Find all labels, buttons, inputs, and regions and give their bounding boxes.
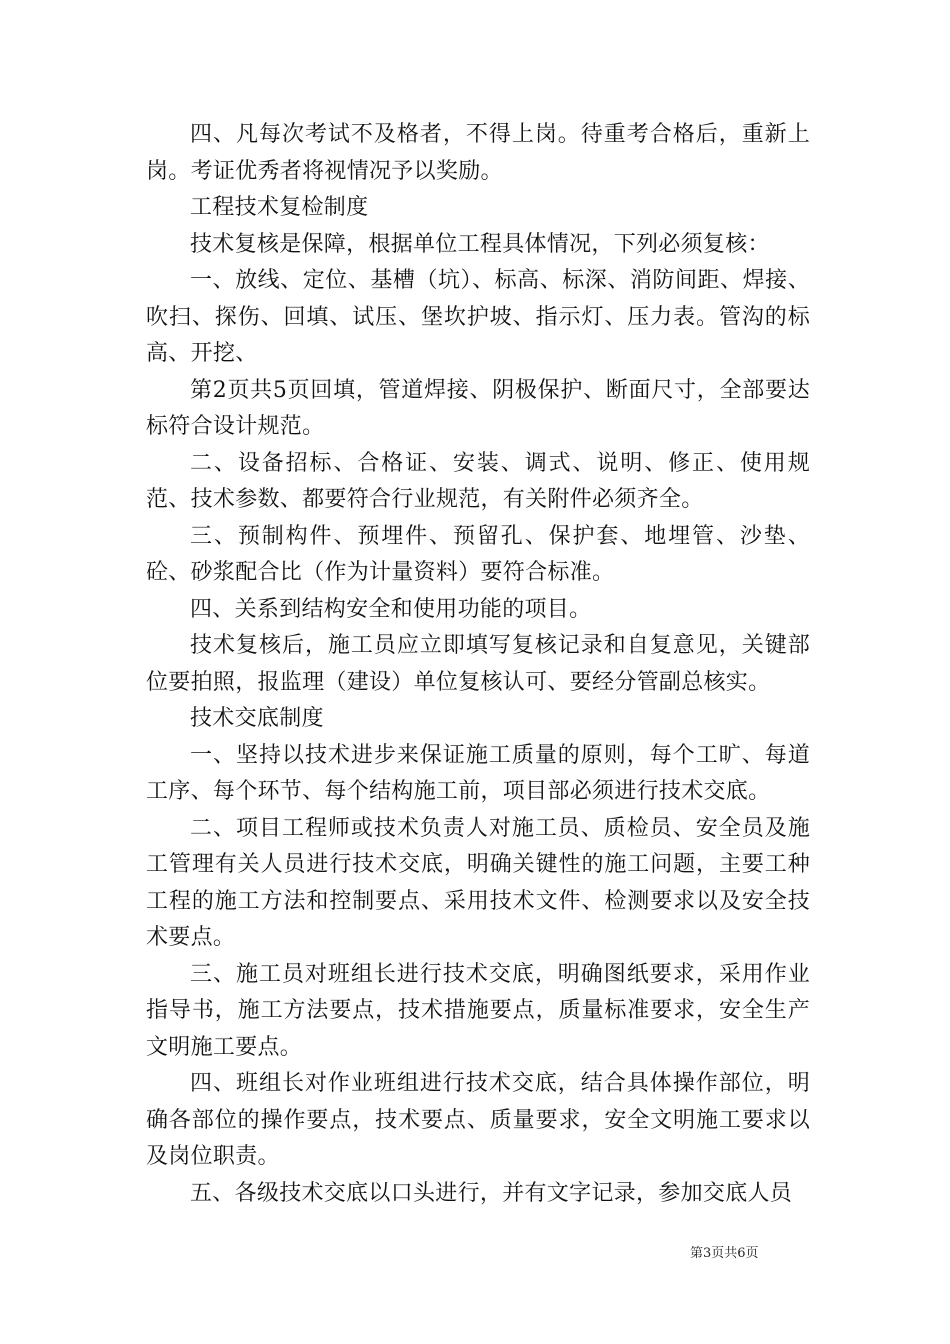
paragraph-recheck-item-4: 四、关系到结构安全和使用功能的项目。 [190,596,592,622]
page-number-footer: 第3页共6页 [690,1246,759,1261]
paragraph-recheck-intro: 技术复核是保障，根据单位工程具体情况，下列必须复核： [190,231,770,257]
paragraph-recheck-item-2: 二、设备招标、合格证、安装、调式、说明、修正、使用规范、技术参数、都要符合行业规范，有关附件必须齐全。 [146,450,810,512]
paragraph-recheck-after: 技术复核后，施工员应立即填写复核记录和自复意见，关键部位要拍照，报监理（建设）单位复核认可、要经分管副总核实。 [146,633,810,695]
document-body [146,117,810,1212]
paragraph-disclosure-item-5: 五、各级技术交底以口头进行，并有文字记录，参加交底人员 [190,1180,793,1206]
paragraph-recheck-item-1-cont: 第2页共5页回填，管道焊接、阴极保护、断面尺寸，全部要达标符合设计规范。 [146,377,810,439]
paragraph-disclosure-item-4: 四、班组长对作业班组进行技术交底，结合具体操作部位，明确各部位的操作要点，技术要点、质量要求，安全文明施工要求以及岗位职责。 [146,1071,810,1169]
paragraph-recheck-item-3: 三、预制构件、预埋件、预留孔、保护套、地埋管、沙垫、砼、砂浆配合比（作为计量资料）要符合标准。 [146,523,810,585]
paragraph-disclosure-item-3: 三、施工员对班组长进行技术交底，明确图纸要求，采用作业指导书，施工方法要点，技术措施要点，质量标准要求，安全生产文明施工要点。 [146,961,810,1060]
paragraph-exam-rule: 四、凡每次考试不及格者，不得上岗。待重考合格后，重新上岗。考证优秀者将视情况予以奖励。 [146,122,810,184]
paragraph-disclosure-item-2: 二、项目工程师或技术负责人对施工员、质检员、安全员及施工管理有关人员进行技术交底，明确关键性的施工问题，主要工种工程的施工方法和控制要点、采用技术文件、检测要求以及安全技术要点。 [146,815,810,950]
paragraph-recheck-item-1: 一、放线、定位、基槽（坑）、标高、标深、消防间距、焊接、吹扫、探伤、回填、试压、堡坎护坡、指示灯、压力表。管沟的标高、开挖、 [146,268,810,366]
section-heading-disclosure-system: 技术交底制度 [190,706,324,731]
section-heading-recheck-system: 工程技术复检制度 [190,195,369,220]
paragraph-disclosure-item-1: 一、坚持以技术进步来保证施工质量的原则，每个工旷、每道工序、每个环节、每个结构施工前，项目部必须进行技术交底。 [146,742,810,804]
